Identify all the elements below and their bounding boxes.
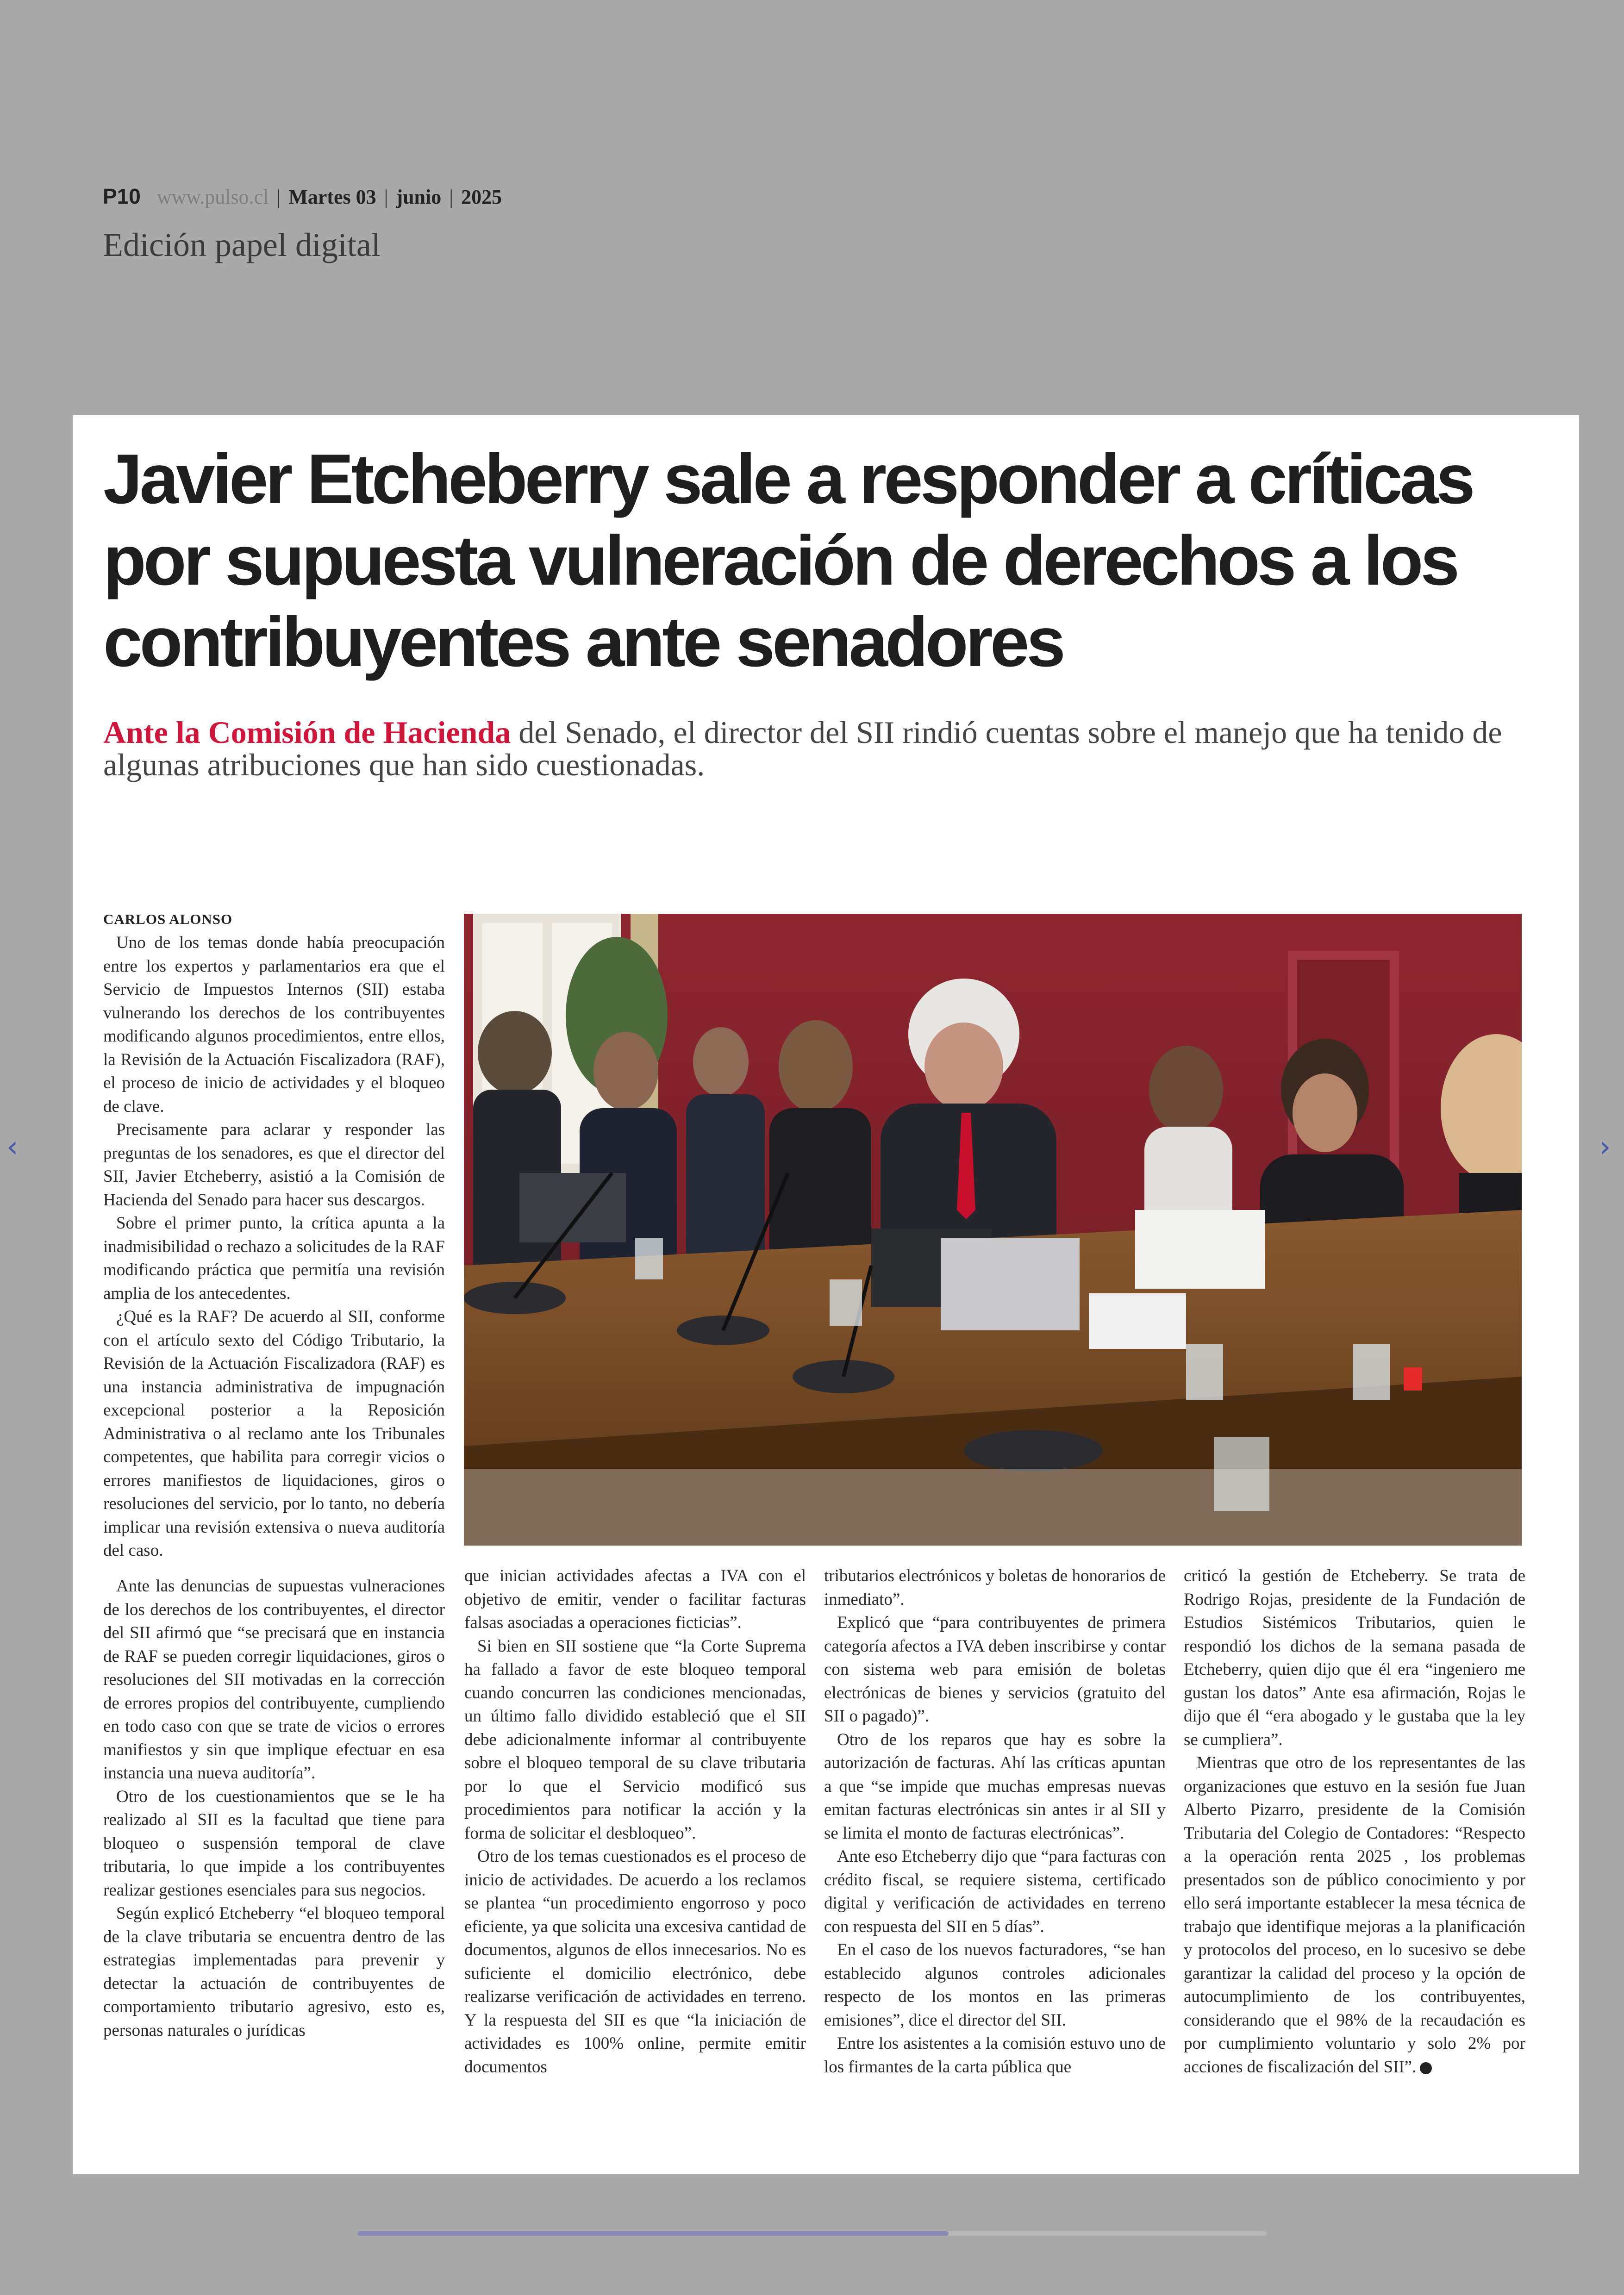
article-photo — [464, 914, 1522, 1546]
article-headline: Javier Etcheberry sale a responder a críticas por supuesta vulneración de derechos a los contribuyentes ante senadores — [103, 440, 1473, 681]
paragraph: Si bien en SII sostiene que “la Corte Suprema ha fallado a favor de este bloqueo temporal cuando concurren las condiciones mencionadas, un último fallo dividido estableció que el SII debe adicionalmente informar al contribuyente sobre el bloqueo temporal de su clave tributaria por lo que el Servicio modificó sus procedimientos para notificar la acción y la forma de solicitar el desbloqueo”. — [464, 1636, 806, 1843]
edition-label: Edición papel digital — [103, 226, 381, 263]
byline: CARLOS ALONSO — [103, 911, 233, 927]
paragraph: En el caso de los nuevos facturadores, “se han establecido algunos controles adicionales respecto de los montos en las primeras emisiones”, dice el director del SII. — [824, 1940, 1166, 2030]
paragraph: Otro de los cuestionamientos que se le ha realizado al SII es la facultad que tiene para bloqueo o suspensión temporal de clave tributaria, lo que impide a los contribuyentes realizar gestiones esenciales para sus negocios. — [103, 1787, 445, 1900]
page-number: P10 — [103, 184, 141, 208]
paragraph: Entre los asistentes a la comisión estuvo uno de los firmantes de la carta pública que — [824, 2034, 1166, 2077]
reading-progress-fill — [357, 2231, 949, 2236]
chevron-left-icon[interactable]: ‹ — [6, 1130, 19, 1164]
paragraph-text: Mientras que otro de los representantes de las organizaciones que estuvo en la sesión fue Juan Alberto Pizarro, presidente de la Comisión Tributaria del Colegio de Contadores: “Respecto a la operación renta 2025 , los problemas presentados son de público conocimiento y por ello será importante establecer la mesa técnica de trabajo que identifique mejoras a la planificación y protocolos del proceso, en lo sucesivo se debe garantizar la calidad del proceso y la opción de autocumplimiento de los contribuyentes, considerando que el 98% de la recaudación es por cumplimiento voluntario y solo 2% por acciones de fiscalización del SII”. — [1184, 1753, 1525, 2077]
article-column-4 — [1184, 1565, 1525, 2079]
paragraph: Según explicó Etcheberry “el bloqueo temporal de la clave tributaria se encuentra dentro de las estrategias implementadas para prevenir y detectar la actuación de contribuyentes de comportamiento tributario agresivo, esto es, personas naturales o jurídicas — [103, 1904, 445, 2040]
article-deck — [103, 716, 1548, 781]
paragraph — [1184, 1752, 1525, 2079]
paragraph: ¿Qué es la RAF? De acuerdo al SII, conforme con el artículo sexto del Código Tributario, la Revisión de la Actuación Fiscalizadora (RAF) es una instancia administrativa de impugnación excepcional posterior a la Reposición Administrativa o al reclamo ante los Tribunales competentes, que habilita para corregir vicios o errores manifiestos de liquidaciones, giros o resoluciones del servicio, por lo tanto, no debería implicar una revisión extensiva o nueva auditoría del caso. — [103, 1307, 445, 1560]
article-column-3 — [824, 1565, 1166, 2079]
site-url: www.pulso.cl — [156, 186, 269, 208]
deck-kicker: Ante la Comisión de Hacienda — [103, 715, 511, 750]
paragraph: Ante eso Etcheberry dijo que “para facturas con crédito fiscal, se requiere sistema, certificado digital y verificación de actividades en terreno con respuesta del SII en 5 días”. — [824, 1847, 1166, 1936]
article-column-1-bottom — [103, 1575, 445, 2042]
paragraph: Precisamente para aclarar y responder las preguntas de los senadores, es que el director del SII, Javier Etcheberry, asistió a la Comisión de Hacienda del Senado para hacer sus descargos. — [103, 1120, 445, 1210]
article-column-1 — [103, 931, 445, 1563]
chevron-right-icon[interactable]: › — [1599, 1130, 1611, 1164]
paragraph: Explicó que “para contribuyentes de primera categoría afectos a IVA deben inscribirse y contar con sistema web para emisión de boletas electrónicas de bienes y servicios (gratuito del SII o pagado)”. — [824, 1613, 1166, 1726]
deck-text: del Senado, el director del SII rindió cuentas sobre el manejo que ha tenido de algunas atribuciones que han sido cuestionadas. — [103, 715, 1502, 782]
separator: | — [384, 186, 388, 208]
paragraph: Ante las denuncias de supuestas vulneraciones de los derechos de los contribuyentes, el director del SII afirmó que “se precisará que en instancia de RAF se pueden corregir liquidaciones, giros o resoluciones del SII motivadas en la corrección de errores propios del contribuyente, cumpliendo en todo caso con que se trate de vicios o errores manifiestos y sin que implique efectuar en esa instancia una nueva auditoría”. — [103, 1577, 445, 1783]
paragraph: tributarios electrónicos y boletas de honorarios de inmediato”. — [824, 1566, 1166, 1609]
article-end-icon — [1420, 2062, 1432, 2074]
paragraph: Uno de los temas donde había preocupación entre los expertos y parlamentarios era que el Servicio de Impuestos Internos (SII) estaba vulnerando los derechos de los contribuyentes modificando algunos procedimientos, entre ellos, la Revisión de la Actuación Fiscalizadora (RAF), el proceso de inicio de actividades y el bloqueo de clave. — [103, 933, 445, 1116]
photo-illustration — [464, 914, 1522, 1546]
reading-progress-bar[interactable] — [357, 2231, 1267, 2236]
paragraph: criticó la gestión de Etcheberry. Se trata de Rodrigo Rojas, presidente de la Fundación de Estudios Sistémicos Tributarios, quien le respondió los dichos de la semana pasada de Etcheberry, quien dijo que él era “ingeniero me gustan los datos” Ante esa afirmación, Rojas le dijo que él “era abogado y le gustaba que la ley se cumpliera”. — [1184, 1566, 1525, 1749]
paragraph: Otro de los reparos que hay es sobre la autorización de facturas. Ahí las críticas apuntan a que “se impide que muchas empresas nuevas emitan facturas electrónicas sin antes ir al SII y se limita el monto de facturas electrónicas”. — [824, 1730, 1166, 1843]
page-header — [103, 184, 502, 209]
article-column-2 — [464, 1565, 806, 2079]
paragraph: que inician actividades afectas a IVA con el objetivo de emitir, vender o facilitar facturas falsas asociadas a operaciones ficticias”. — [464, 1566, 806, 1632]
paragraph: Otro de los temas cuestionados es el proceso de inicio de actividades. De acuerdo a los reclamos se plantea “un procedimiento engorroso y poco eficiente, ya que solicita una excesiva cantidad de documentos, algunos de ellos innecesarios. No es suficiente el domicilio electrónico, debe realizarse verificación de actividades en terreno. Y la respuesta del SII es que “la iniciación de actividades es 100% online, permite emitir documentos — [464, 1847, 806, 2077]
date-month: junio — [396, 186, 442, 208]
date-day: Martes 03 — [288, 186, 376, 208]
date-year: 2025 — [461, 186, 502, 208]
newspaper-page — [73, 415, 1579, 2174]
separator: | — [276, 186, 281, 208]
separator: | — [449, 186, 454, 208]
paragraph: Sobre el primer punto, la crítica apunta a la inadmisibilidad o rechazo a solicitudes de la RAF modificando práctica que permitía una revisión amplia de los antecedentes. — [103, 1214, 445, 1303]
